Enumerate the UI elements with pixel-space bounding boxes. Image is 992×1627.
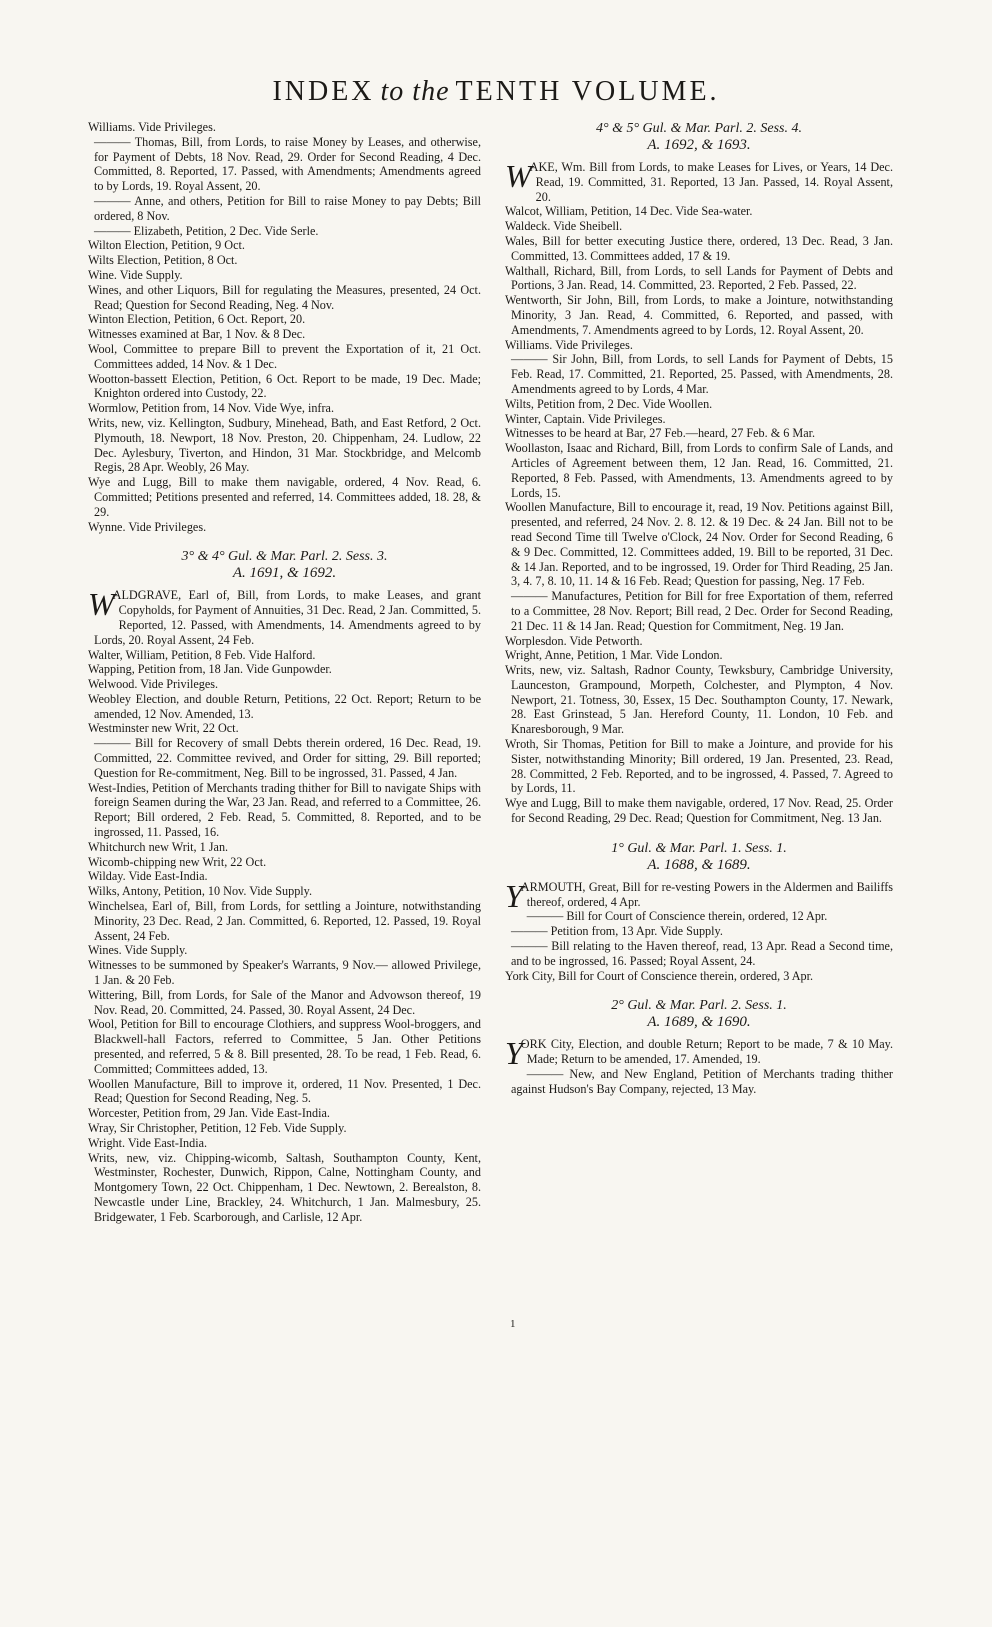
index-entry: Wilton Election, Petition, 9 Oct. xyxy=(88,238,245,253)
lead-entry-text: ARMOUTH, Great, Bill for re-vesting Powers in the Aldermen and Bailiffs thereof, ordered, 4 Apr. xyxy=(520,879,893,909)
index-entry: Wool, Petition for Bill to encourage Clothiers, and suppress Wool-broggers, and Blackwell-hall Factors, referred to Committee, 5 Jan. Other Petitions presented, and referred, 5 & 8. Bill presented, 28. To be read, 1 Feb. Read, 6. Committed; Committees added, 13. xyxy=(88,1017,481,1076)
index-entry: Worplesdon. Vide Petworth. xyxy=(505,633,643,648)
index-entry: West-Indies, Petition of Merchants trading thither for Bill to navigate Ships with foreign Seamen during the War, 23 Jan. Read, and referred to a Committee, 26. Report; Bill ordered, 2 Feb. Read, 5. Committed, 8. Reported, and to be ingrossed, 11. Passed, 16. xyxy=(88,780,481,840)
section-heading-line1: 2° Gul. & Mar. Parl. 2. Sess. 1. xyxy=(611,998,787,1014)
section-heading-line2: A. 1691, & 1692. xyxy=(232,565,337,582)
section-heading-line2: A. 1688, & 1689. xyxy=(647,856,751,873)
section-heading-line2: A. 1692, & 1693. xyxy=(647,137,751,153)
index-entry: Walter, William, Petition, 8 Feb. Vide Halford. xyxy=(88,647,316,662)
section-heading-line2: A. 1689, & 1690. xyxy=(647,1014,751,1031)
index-entry: Witnesses examined at Bar, 1 Nov. & 8 Dec. xyxy=(88,327,306,342)
section-heading-1692 xyxy=(505,120,893,154)
page-signature: 1 xyxy=(510,1318,516,1330)
index-entry: Wilks, Antony, Petition, 10 Nov. Vide Supply. xyxy=(88,884,313,899)
section-heading-1691 xyxy=(88,548,481,582)
left-entries-b xyxy=(88,648,481,1225)
lead-entry-waldgrave xyxy=(88,588,481,647)
index-entry: Walthall, Richard, Bill, from Lords, to sell Lands for Payment of Debts and Portions, 3 Jan. Read, 14. Committed, 23. Reported, 2 Feb. Passed, 22. xyxy=(505,263,893,293)
index-entry: Walcot, William, Petition, 14 Dec. Vide Sea-water. xyxy=(505,204,753,219)
index-entry: Wormlow, Petition from, 14 Nov. Vide Wye, infra. xyxy=(88,401,335,416)
index-entry: ——— Petition from, 13 Apr. Vide Supply. xyxy=(511,924,723,939)
index-entry: Wapping, Petition from, 18 Jan. Vide Gunpowder. xyxy=(88,662,332,677)
right-entries-c xyxy=(505,1067,893,1097)
index-entry: ——— Thomas, Bill, from Lords, to raise Money by Leases, and otherwise, for Payment of Debts, 18 Nov. Read, 29. Order for Second Reading, 4 Dec. Committed, 8. Reported, 17. Passed, with Amendments; Amendments agreed to by Lords, 19. Royal Assent, 20. xyxy=(94,134,481,194)
left-column xyxy=(88,120,481,1225)
lead-entry-yarmouth xyxy=(505,877,893,914)
right-column xyxy=(505,120,893,1097)
lead-entry-text: AKE, Wm. Bill from Lords, to make Leases for Lives, or Years, 14 Dec. Read, 19. Committed, 31. Reported, 13 Jan. Passed, 14. Royal Assent, 20. xyxy=(529,160,893,204)
index-entry: Wentworth, Sir John, Bill, from Lords, to make a Jointure, notwithstanding Minority, 3 Jan. Read, 4. Committed, 6. Reported, and passed, with Amendments, 7. Amendments agreed to by Lords, 12. Royal Assent, 20. xyxy=(505,293,893,337)
index-entry: Wilday. Vide East-India. xyxy=(88,869,208,884)
index-entry: Wye and Lugg, Bill to make them navigable, ordered, 17 Nov. Read, 25. Order for Second Reading, 29 Dec. Read; Question for Commitment, Neg. 13 Jan. xyxy=(505,796,893,826)
left-entries-a xyxy=(88,120,481,534)
drop-cap: W xyxy=(505,158,532,194)
index-entry: Witnesses to be summoned by Speaker's Warrants, 9 Nov.— allowed Privilege, 1 Jan. & 20 Feb. xyxy=(88,958,481,988)
page-title xyxy=(0,72,992,112)
index-entry: Wray, Sir Christopher, Petition, 12 Feb. Vide Supply. xyxy=(88,1121,347,1135)
index-entry: Williams. Vide Privileges. xyxy=(88,120,216,134)
title-prefix: INDEX xyxy=(272,76,375,107)
index-entry: Williams. Vide Privileges. xyxy=(505,337,633,352)
index-entry: Westminster new Writ, 22 Oct. xyxy=(88,721,239,736)
index-entry: York City, Bill for Court of Conscience therein, ordered, 3 Apr. xyxy=(505,968,814,983)
index-entry: ——— Anne, and others, Petition for Bill to raise Money to pay Debts; Bill ordered, 8 Nov. xyxy=(94,193,481,223)
index-entry: Wool, Committee to prepare Bill to prevent the Exportation of it, 21 Oct. Committees added, 14 Nov. & 1 Dec. xyxy=(88,341,481,371)
index-entry: Witnesses to be heard at Bar, 27 Feb.—heard, 27 Feb. & 6 Mar. xyxy=(505,426,816,441)
right-entries-a xyxy=(505,204,893,825)
index-entry: Wines. Vide Supply. xyxy=(88,943,188,958)
index-entry: Winton Election, Petition, 6 Oct. Report, 20. xyxy=(88,312,306,327)
index-entry: Wynne. Vide Privileges. xyxy=(88,519,207,534)
section-heading-line1: 3° & 4° Gul. & Mar. Parl. 2. Sess. 3. xyxy=(181,549,388,565)
index-entry: ——— Bill for Court of Conscience therein, ordered, 12 Apr. xyxy=(526,909,828,924)
index-entry: Wright. Vide East-India. xyxy=(88,1135,208,1150)
index-entry: ——— Bill relating to the Haven thereof, read, 13 Apr. Read a Second time, and to be ingrossed, 16. Passed; Royal Assent, 24. xyxy=(511,939,893,968)
drop-cap: Y xyxy=(505,1035,523,1072)
index-entry: Woollen Manufacture, Bill to improve it, ordered, 11 Nov. Presented, 1 Dec. Read; Question for Second Reading, Neg. 5. xyxy=(88,1076,481,1106)
section-heading-1689 xyxy=(505,997,893,1031)
title-suffix: TENTH VOLUME. xyxy=(455,76,720,107)
index-entry: Writs, new, viz. Saltash, Radnor County, Tewksbury, Cambridge University, Launceston, Grampound, Morpeth, Colchester, and Plympton, 4 Nov. Newport, 21. Totness, 30, Essex, 15 Dec. Southampton County, 17. Newark, 28. East Grinstead, 5 Jan. Hereford County, 11. London, 10 Feb. and Knaresborough, 9 Mar. xyxy=(505,663,893,737)
index-entry: Wilts Election, Petition, 8 Oct. xyxy=(88,253,238,268)
index-entry: Winchelsea, Earl of, Bill, from Lords, for settling a Jointure, notwithstanding Minority, 23 Dec. Read, 2 Jan. Committed, 6. Reported, 12. Passed, 19. Royal Assent, 24 Feb. xyxy=(88,899,481,943)
lead-entry-wake xyxy=(505,160,893,204)
right-entries-b xyxy=(505,909,893,983)
index-entry: ——— Bill for Recovery of small Debts therein ordered, 16 Dec. Read, 19. Committed, 22. Committee revived, and Order for sitting, 29. Bill reported; Question for Re-commitment, Neg. Bill to be ingrossed, 31. Passed, 4 Jan. xyxy=(94,736,481,780)
lead-entry-york xyxy=(505,1035,893,1072)
index-entry: Woollen Manufacture, Bill to encourage it, read, 19 Nov. Petitions against Bill, presented, and referred, 24 Nov. 2. 8. 12. & 19 Dec. & 24 Jan. Bill not to be read Second Time till Twelve o'Clock, 24 Nov. Order for Second Reading, 6 & 9 Dec. Committed, 12. Committees added, 19. Bill to be reported, 31 Dec. & 14 Jan. Reported, and to be ingrossed, 19. Order for Third Reading, 25 Jan. 3, 4. 7, 8. 10, 11. 14 & 16 Feb. Read; Question for passing, Neg. 17 Feb. xyxy=(505,500,893,589)
index-entry: ——— Manufactures, Petition for Bill for free Exportation of them, referred to a Committee, 28 Nov. Report; Bill read, 2 Dec. Order for Second Reading, 21 Dec. 11 & 14 Jan. Read; Question for Commitment, Neg. 19 Jan. xyxy=(511,589,893,633)
index-entry: Wine. Vide Supply. xyxy=(88,267,183,282)
index-entry: ——— New, and New England, Petition of Merchants trading thither against Hudson's Bay Company, rejected, 13 May. xyxy=(511,1067,893,1096)
section-heading-line1: 1° Gul. & Mar. Parl. 1. Sess. 1. xyxy=(611,840,787,856)
lead-entry-text: ALDGRAVE, Earl of, Bill, from Lords, to make Leases, and grant Copyholds, for Payment of Annuities, 31 Dec. Read, 2 Jan. Committed, 5. Reported, 12. Passed, with Amendments, 14. Amendments agreed to by Lords, 20. Royal Assent, 24 Feb. xyxy=(94,588,481,647)
index-entry: Wicomb-chipping new Writ, 22 Oct. xyxy=(88,854,267,869)
index-entry: Waldeck. Vide Sheibell. xyxy=(505,219,623,234)
lead-entry-text: ORK City, Election, and double Return; Report to be made, 7 & 10 May. Made; Return to be amended, 17. Amended, 19. xyxy=(520,1037,893,1067)
index-entry: Wye and Lugg, Bill to make them navigable, ordered, 4 Nov. Read, 6. Committed; Petitions presented and referred, 14. Committees added, 18. 28, & 29. xyxy=(88,475,481,519)
index-entry: Winter, Captain. Vide Privileges. xyxy=(505,411,666,426)
section-heading-line1: 4° & 5° Gul. & Mar. Parl. 2. Sess. 4. xyxy=(595,121,803,136)
index-entry: ——— Elizabeth, Petition, 2 Dec. Vide Serle. xyxy=(94,223,319,238)
index-entry: Wittering, Bill, from Lords, for Sale of the Manor and Advowson thereof, 19 Nov. Read, 20. Committed, 24. Passed, 30. Royal Assent, 24 Dec. xyxy=(88,987,481,1017)
index-entry: Wales, Bill for better executing Justice there, ordered, 13 Dec. Read, 3 Jan. Committed, 13. Committees added, 17 & 19. xyxy=(505,233,893,263)
index-entry: ——— Sir John, Bill, from Lords, to sell Lands for Payment of Debts, 15 Feb. Read, 17. Committed, 21. Reported, 25. Passed, with Amendments, 28. Amendments agreed to by Lords, 4 Mar. xyxy=(511,352,893,396)
index-entry: Welwood. Vide Privileges. xyxy=(88,677,219,692)
index-entry: Wright, Anne, Petition, 1 Mar. Vide London. xyxy=(505,648,723,663)
index-entry: Writs, new, viz. Chipping-wicomb, Saltash, Southampton County, Kent, Westminster, Rochester, Dunwich, Rippon, Calne, Nottingham County, and Montgomery Town, 22 Oct. Chippenham, 1 Dec. Newtown, 2. Berealston, 8. Newcastle under Line, Brackley, 24. Whitchurch, 1 Jan. Malmesbury, 25. Bridgewater, 1 Feb. Scarborough, and Carlisle, 12 Apr. xyxy=(88,1150,481,1224)
section-heading-1688 xyxy=(505,840,893,874)
index-entry: Wines, and other Liquors, Bill for regulating the Measures, presented, 24 Oct. Read; Question for Second Reading, Neg. 4 Nov. xyxy=(88,282,481,312)
index-entry: Whitchurch new Writ, 1 Jan. xyxy=(88,839,229,854)
index-entry: Worcester, Petition from, 29 Jan. Vide East-India. xyxy=(88,1106,330,1121)
index-entry: Wootton-bassett Election, Petition, 6 Oct. Report to be made, 19 Dec. Made; Knighton ordered into Custody, 22. xyxy=(88,371,481,401)
index-entry: Woollaston, Isaac and Richard, Bill, from Lords to confirm Sale of Lands, and Articles of Agreement between them, 12 Jan. Read, 16. Committed, 21. Reported, 8 Feb. Passed, with Amendments, 13. Amendments agreed to by Lords, 15. xyxy=(505,441,893,500)
index-entry: Wroth, Sir Thomas, Petition for Bill to make a Jointure, and provide for his Sister, notwithstanding Minority; Bill ordered, 19 Jan. Presented, 23. Read, 28. Committed, 2 Feb. Reported, and to be ingrossed, 4. Passed, 7. Agreed to by Lords, 11. xyxy=(505,737,893,796)
index-entry: Writs, new, viz. Kellington, Sudbury, Minehead, Bath, and East Retford, 2 Oct. Plymouth, 18. Newport, 18 Nov. Preston, 20. Chippenham, 24. Ludlow, 22 Dec. Aylesbury, Tiverton, and Hindon, 31 Mar. Stockbridge, and Melcomb Regis, 28 Apr. Weobly, 26 May. xyxy=(88,415,481,475)
index-entry: Weobley Election, and double Return, Petitions, 22 Oct. Report; Return to be amended, 12 Nov. Amended, 13. xyxy=(88,691,481,721)
title-middle: to the xyxy=(380,76,450,107)
drop-cap: Y xyxy=(505,877,523,914)
index-entry: Wilts, Petition from, 2 Dec. Vide Woollen. xyxy=(505,396,713,411)
drop-cap: W xyxy=(88,586,115,623)
